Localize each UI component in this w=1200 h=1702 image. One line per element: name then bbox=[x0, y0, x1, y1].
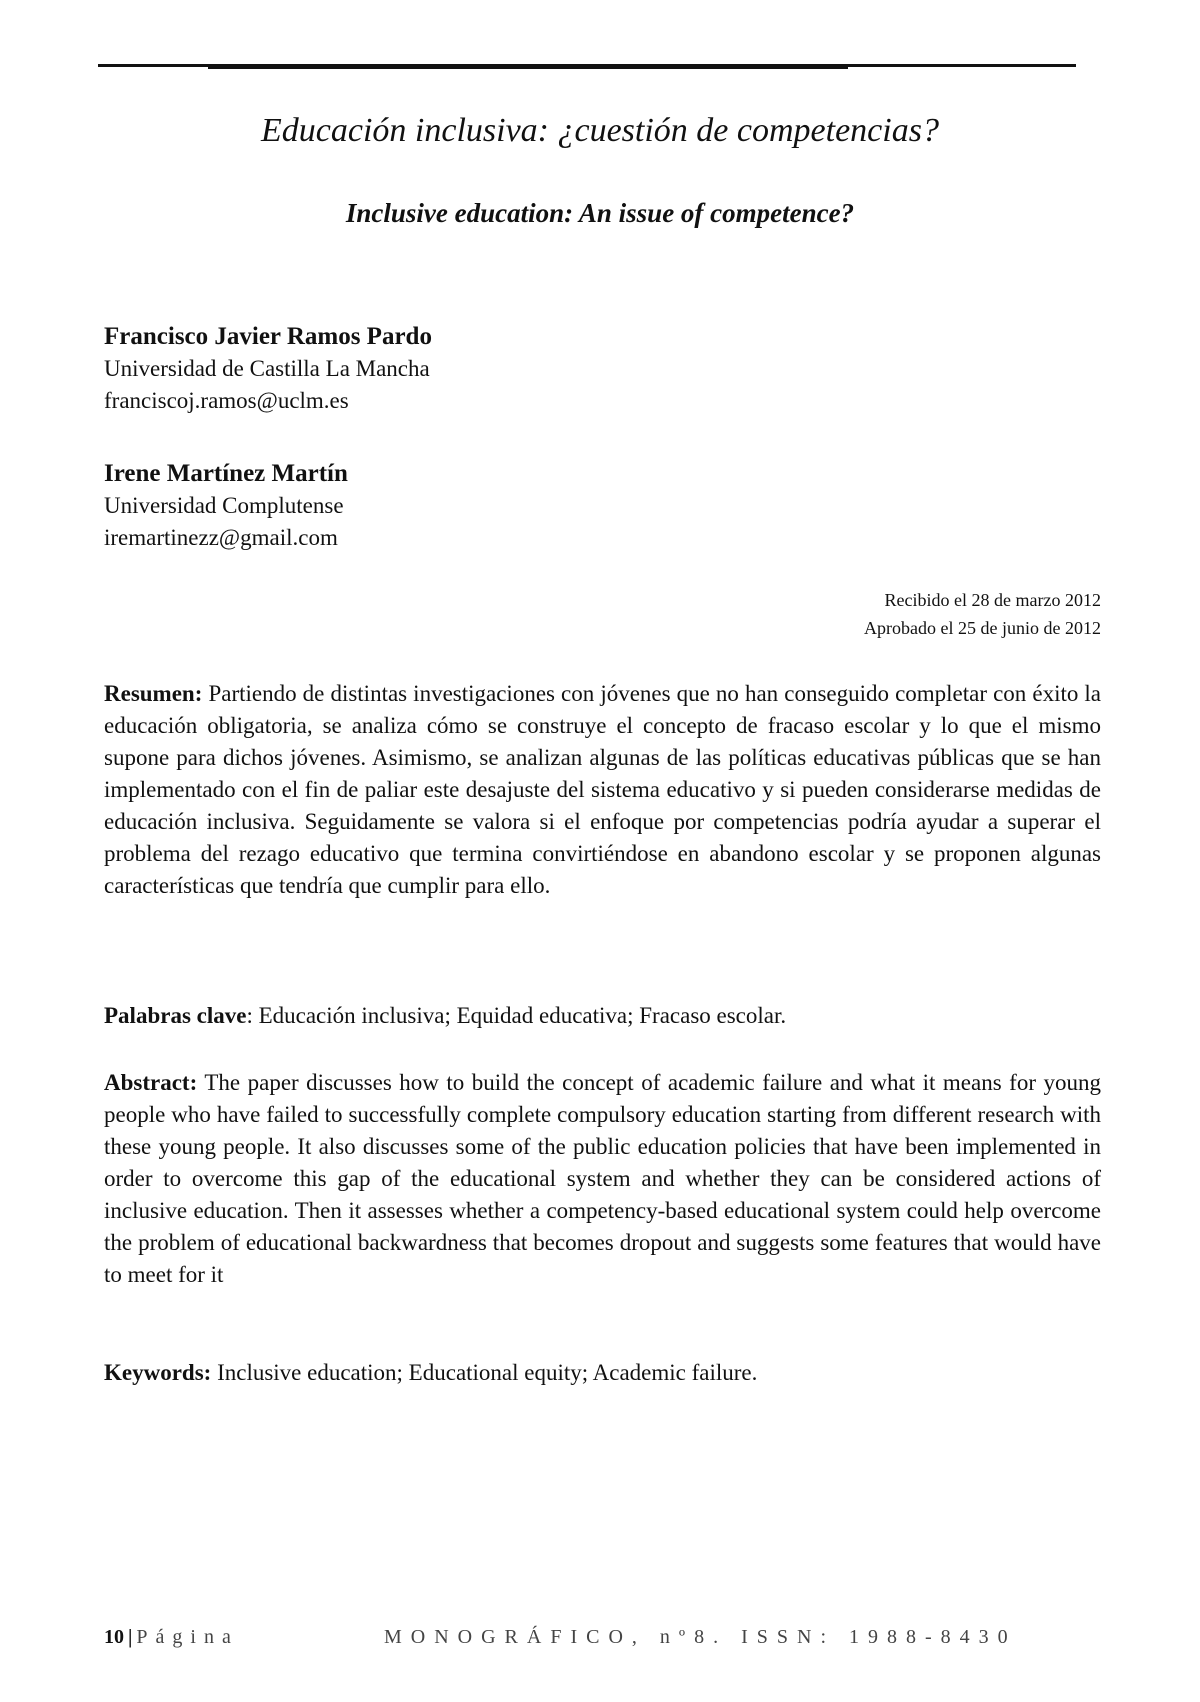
author-email[interactable]: iremartinezz@gmail.com bbox=[104, 525, 338, 550]
page-footer bbox=[104, 1626, 1017, 1649]
article-title-english: Inclusive education: An issue of competence? bbox=[345, 198, 855, 228]
abstract-paragraph bbox=[104, 1067, 1101, 1291]
journal-info: MONOGRÁFICO, nº8. ISSN: 1988-8430 bbox=[384, 1626, 1017, 1648]
abstract-label: Abstract: bbox=[104, 1070, 198, 1095]
page-word: Página bbox=[136, 1626, 239, 1648]
approved-date: Aprobado el 25 de junio de 2012 bbox=[864, 618, 1101, 638]
abstract-text: The paper discusses how to build the concept of academic failure and what it means for young people who have failed to successfully complete compulsory education starting from different research with these young people. It also discusses some of the public education policies that have been implemented in order to overcome this gap of the educational system and whether they can be considered actions of inclusive education. Then it assesses whether a competency-based educational system could help overcome the problem of educational backwardness that becomes dropout and suggests some features that would have to meet for it bbox=[104, 1070, 1101, 1287]
header-rule bbox=[98, 64, 1076, 67]
resumen-text: Partiendo de distintas investigaciones con jóvenes que no han conseguido completar con éxito la educación obligatoria, se analiza cómo se construye el concepto de fracaso escolar y lo que el mismo supone para dichos jóvenes. Asimismo, se analizan algunas de las políticas educativas públicas que se han implementado con el fin de paliar este desajuste del sistema educativo y si pueden considerarse medidas de educación inclusiva. Seguidamente se valora si el enfoque por competencias podría ayudar a superar el problema del rezago educativo que termina convirtiéndose en abandono escolar y se proponen algunas características que tendría que cumplir para ello. bbox=[104, 681, 1102, 898]
keywords-label: Keywords: bbox=[104, 1360, 212, 1385]
footer-separator: | bbox=[128, 1626, 133, 1648]
author-affiliation: Universidad Complutense bbox=[104, 493, 344, 518]
palabras-clave-text: : Educación inclusiva; Equidad educativa; Fracaso escolar. bbox=[246, 1003, 787, 1028]
author-email[interactable]: franciscoj.ramos@uclm.es bbox=[104, 388, 349, 413]
author-block-2 bbox=[104, 458, 348, 554]
palabras-clave-paragraph bbox=[104, 1000, 1101, 1032]
resumen-paragraph bbox=[104, 678, 1101, 902]
author-name: Francisco Javier Ramos Pardo bbox=[104, 323, 432, 350]
keywords-text: Inclusive education; Educational equity; Academic failure. bbox=[217, 1360, 758, 1385]
submission-dates bbox=[864, 586, 1101, 642]
author-affiliation: Universidad de Castilla La Mancha bbox=[104, 356, 430, 381]
author-name: Irene Martínez Martín bbox=[104, 460, 348, 487]
palabras-clave-label: Palabras clave bbox=[104, 1003, 247, 1028]
keywords-paragraph bbox=[104, 1357, 1101, 1389]
page-number: 10 bbox=[104, 1626, 124, 1648]
resumen-label: Resumen: bbox=[104, 681, 203, 706]
article-title-spanish: Educación inclusiva: ¿cuestión de competencias? bbox=[261, 112, 939, 149]
author-block-1 bbox=[104, 321, 432, 417]
received-date: Recibido el 28 de marzo 2012 bbox=[884, 590, 1101, 610]
